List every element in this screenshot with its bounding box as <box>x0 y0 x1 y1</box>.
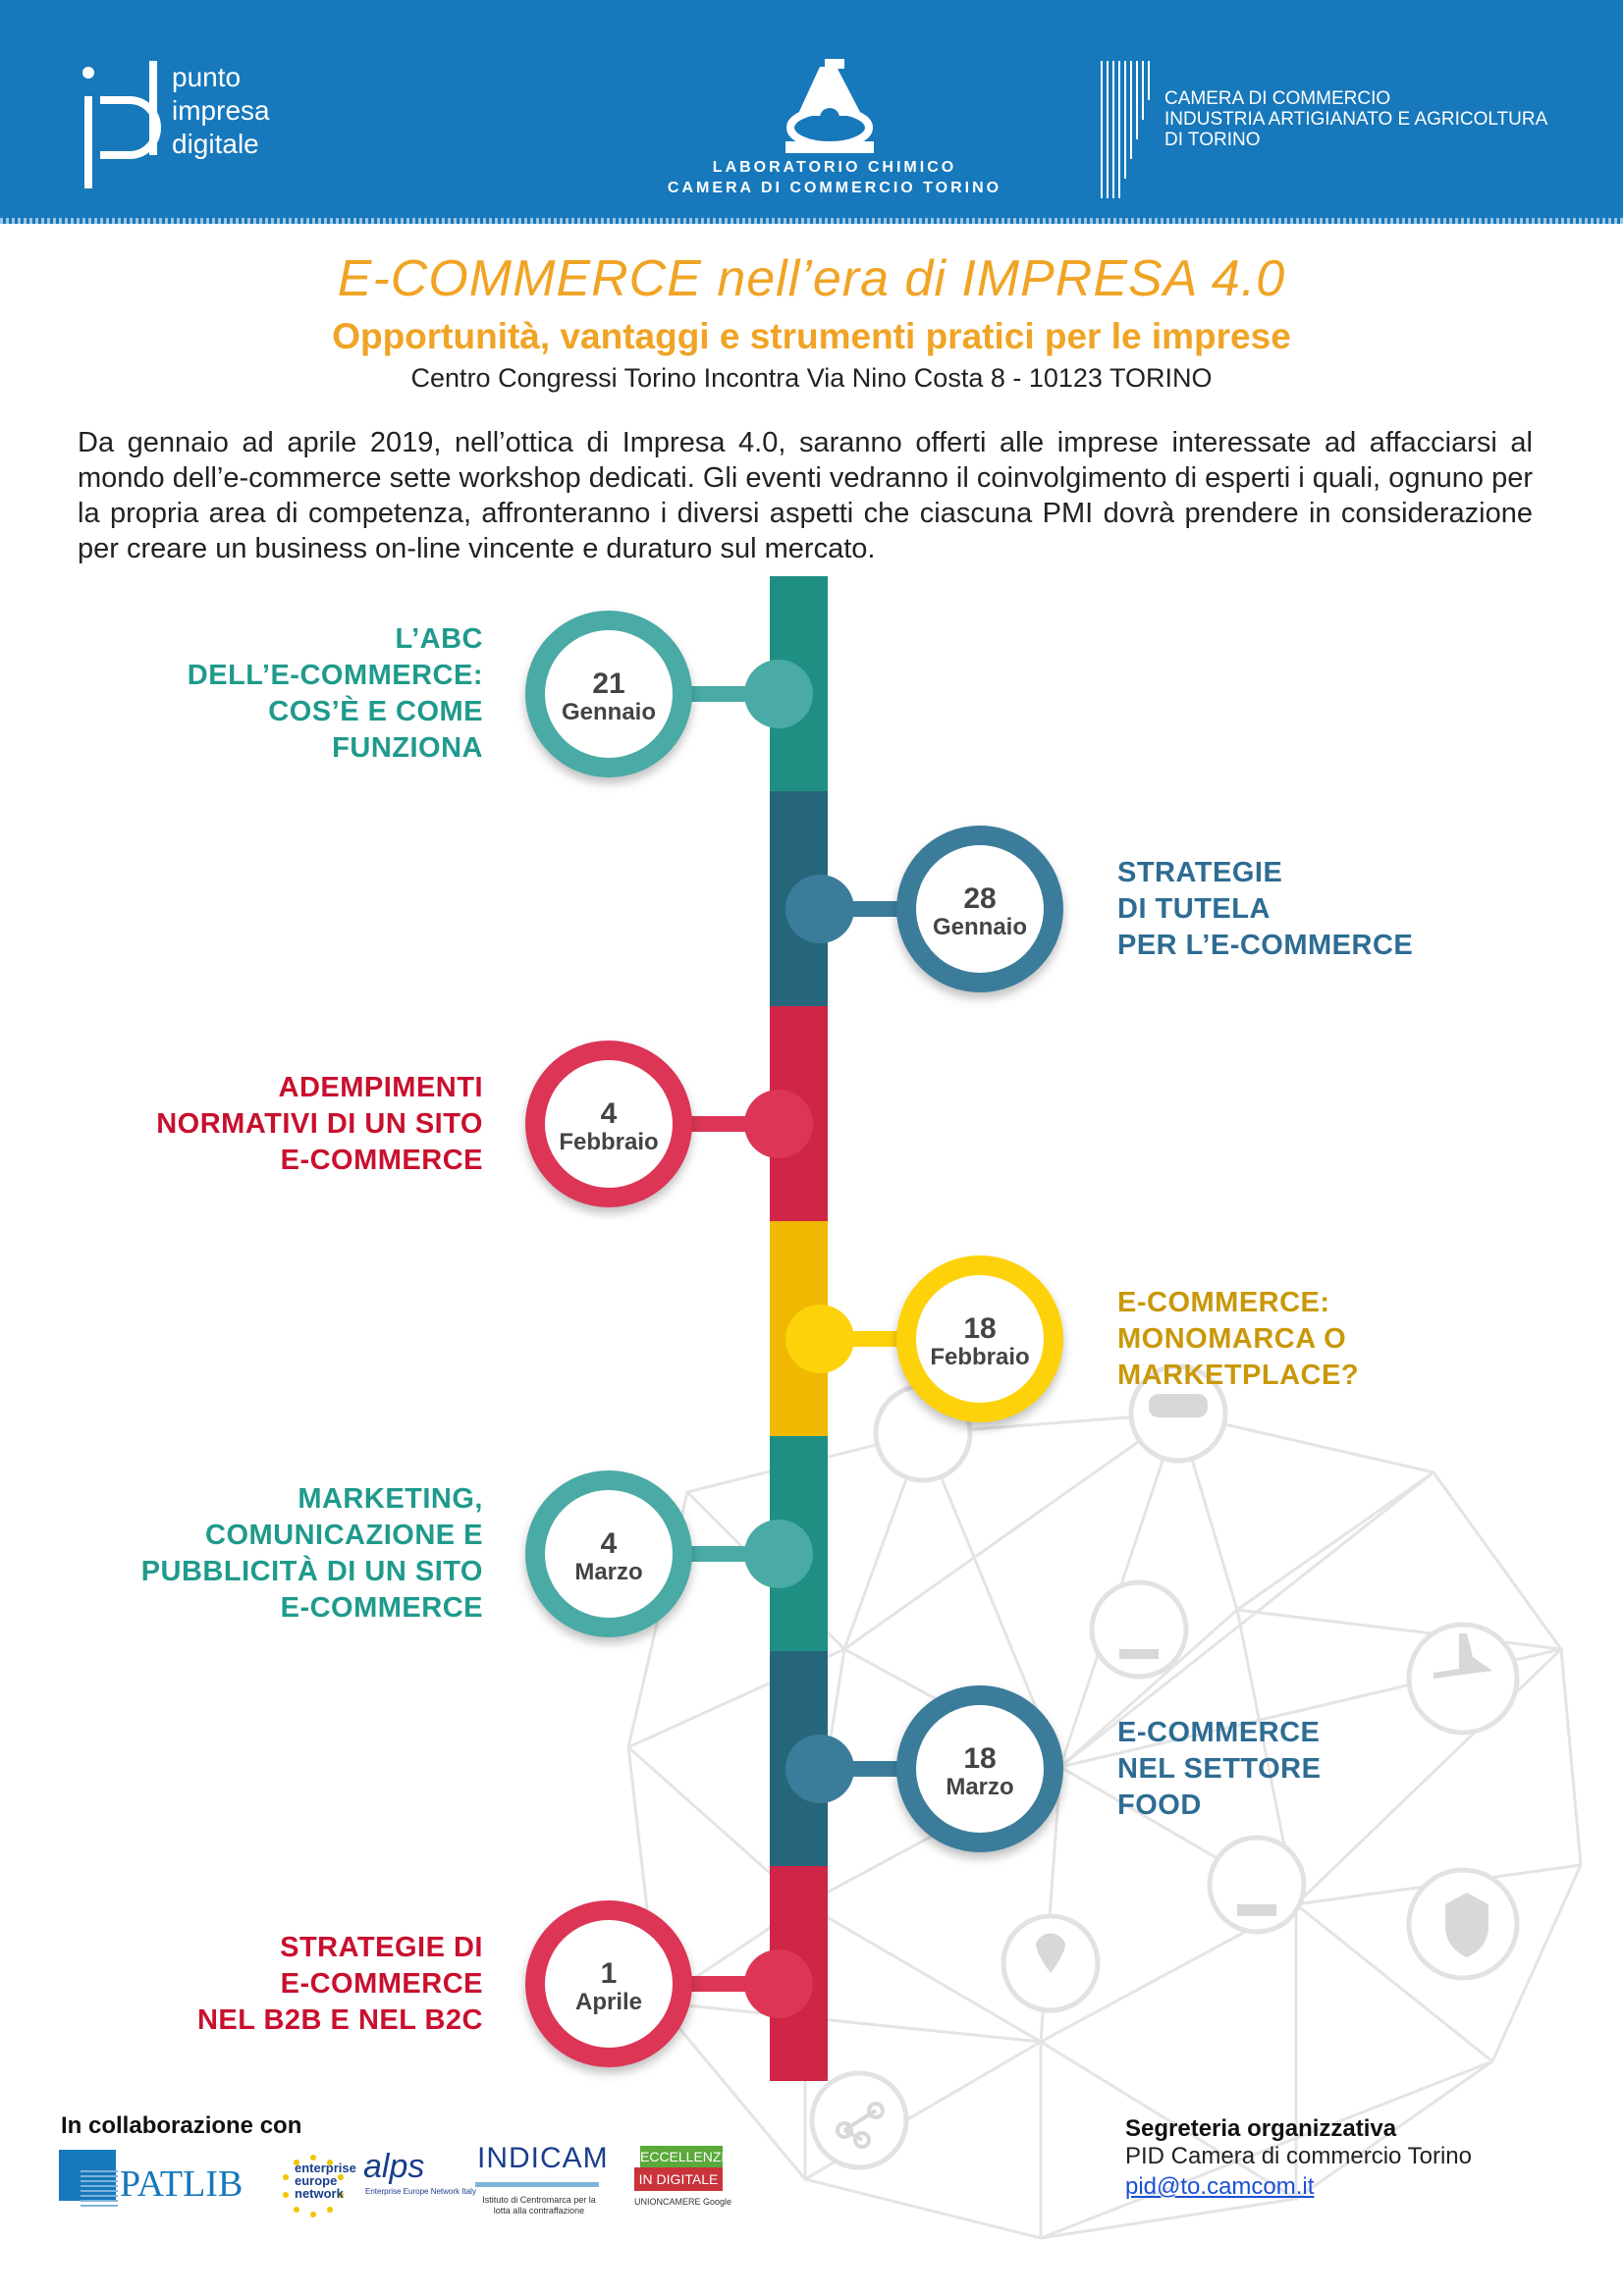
eccellenze-logo-bottom: IN DIGITALE <box>634 2167 723 2191</box>
collaboration-title: In collaborazione con <box>61 2112 302 2139</box>
lab-line: LABORATORIO CHIMICO <box>712 159 957 176</box>
event-title-line: L’ABC <box>395 623 483 655</box>
date-circle <box>896 1255 1063 1422</box>
event-title-line: NEL B2B E NEL B2C <box>196 2003 483 2036</box>
enterprise-europe-network-text <box>295 2162 356 2200</box>
indicam-logo-bar <box>475 2182 599 2187</box>
event-title-line: COS’È E COME <box>268 696 483 727</box>
page-title: E-COMMERCE nell’era di IMPRESA 4.0 <box>337 250 1286 307</box>
pid-logo-text <box>172 61 270 161</box>
event-title-line: E-COMMERCE <box>280 1144 483 1176</box>
patlib-logo-text: PATLIB <box>120 2163 243 2205</box>
date-month: Aprile <box>574 1989 642 2015</box>
camera-commercio-logo-icon <box>1098 61 1157 198</box>
date-circle <box>896 826 1063 992</box>
date-day: 21 <box>592 667 625 700</box>
event-title-line: COMUNICAZIONE E <box>205 1520 483 1551</box>
event-title-line: PUBBLICITÀ DI UN SITO <box>140 1556 483 1587</box>
een-line: network <box>295 2186 344 2201</box>
date-day: 28 <box>963 882 997 915</box>
date-month: Marzo <box>574 1559 643 1585</box>
event-title <box>156 1070 483 1179</box>
intro-paragraph: Da gennaio ad aprile 2019, nell’ottica di Impresa 4.0, saranno offerti alle imprese interessate ad affacciarsi al mondo dell’e-commerce sette workshop dedicati. Gli eventi vedranno il coinvolgimento di esperti i quali, ognuno per la propria area di competenza, affronteranno i diversi aspetti che ciascuna PMI dovrà prendere in considerazione per creare un business on-line vincente e duraturo sul mercato. <box>78 427 1533 564</box>
event-title <box>1117 1285 1359 1394</box>
venue-address: Centro Congressi Torino Incontra Via Nino Costa 8 - 10123 TORINO <box>410 363 1213 393</box>
event-title-line: E-COMMERCE: <box>1117 1286 1330 1318</box>
event-title-line: NORMATIVI DI UN SITO <box>156 1107 483 1140</box>
event-title <box>1117 855 1413 964</box>
timeline-dot <box>785 1735 854 1803</box>
date-circle <box>525 1470 692 1637</box>
date-month: Febbraio <box>930 1344 1030 1370</box>
date-month: Gennaio <box>932 914 1027 940</box>
camera-line: DI TORINO <box>1164 130 1261 150</box>
pid-line: impresa <box>172 95 270 126</box>
event-title-line: FOOD <box>1117 1789 1202 1821</box>
date-month: Gennaio <box>561 699 656 725</box>
een-line: europe <box>295 2173 338 2188</box>
date-day: 18 <box>963 1742 997 1775</box>
secretariat-email-link[interactable]: pid@to.camcom.it <box>1125 2173 1315 2200</box>
lab-line: CAMERA DI COMMERCIO TORINO <box>667 180 1002 196</box>
date-day: 18 <box>963 1312 997 1345</box>
patlib-logo-grid <box>81 2167 118 2207</box>
timeline-dot <box>744 1949 813 2018</box>
event-title-line: STRATEGIE <box>1117 856 1283 888</box>
header-band <box>0 0 1623 218</box>
date-month: Marzo <box>946 1774 1014 1800</box>
event-title-line: E-COMMERCE <box>280 1967 483 2000</box>
page-subtitle: Opportunità, vantaggi e strumenti pratici per le imprese <box>332 316 1291 356</box>
event-title <box>188 621 483 767</box>
date-day: 4 <box>600 1527 618 1560</box>
camera-line: CAMERA DI COMMERCIO <box>1164 88 1391 109</box>
event-title-line: DI TUTELA <box>1117 892 1271 925</box>
pid-logo-icon <box>79 61 167 188</box>
date-circle <box>896 1685 1063 1852</box>
eccellenze-logo-subtitle: UNIONCAMERE Google <box>634 2197 732 2207</box>
event-title-line: FUNZIONA <box>332 732 483 764</box>
event-title-line: MARKETING, <box>298 1483 483 1515</box>
secretariat-title: Segreteria organizzativa <box>1125 2115 1397 2142</box>
camera-line: INDUSTRIA ARTIGIANATO E AGRICOLTURA <box>1164 109 1548 130</box>
event-title-line: STRATEGIE DI <box>280 1931 483 1963</box>
alps-logo-text: alps <box>363 2148 425 2185</box>
timeline-dot <box>785 1305 854 1373</box>
header-divider <box>0 218 1623 224</box>
network-background-graphic <box>550 1355 1623 2258</box>
laboratorio-chimico-logo-icon <box>776 59 884 157</box>
event-title-line: NEL SETTORE <box>1117 1752 1322 1785</box>
indicam-logo-subtitle: Istituto di Centromarca per la lotta alla contraffazione <box>482 2195 596 2216</box>
alps-logo-subtitle: Enterprise Europe Network Italy <box>365 2187 476 2196</box>
event-title-line: ADEMPIMENTI <box>278 1071 483 1103</box>
event-title <box>1117 1715 1321 1824</box>
indicam-logo-text: INDICAM <box>477 2142 609 2174</box>
event-title-line: E-COMMERCE <box>1117 1716 1321 1748</box>
pid-line: punto <box>172 62 242 92</box>
timeline-dot <box>785 875 854 943</box>
date-day: 1 <box>600 1957 618 1990</box>
date-circle <box>525 1900 692 2067</box>
event-title-line: DELL’E-COMMERCE: <box>187 660 483 691</box>
event-title-line: E-COMMERCE <box>280 1592 483 1624</box>
camera-commercio-text <box>1164 88 1547 150</box>
date-circle <box>525 611 692 777</box>
timeline-dot <box>744 1520 813 1588</box>
event-title-line: MONOMARCA O <box>1117 1322 1347 1355</box>
timeline-dot <box>744 1090 813 1158</box>
event-title-line: MARKETPLACE? <box>1117 1359 1360 1391</box>
event-title <box>197 1930 483 2039</box>
event-title-line: PER L’E-COMMERCE <box>1117 929 1414 961</box>
date-month: Febbraio <box>559 1129 659 1155</box>
pid-line: digitale <box>172 129 259 159</box>
laboratorio-chimico-text <box>648 157 1021 198</box>
eccellenze-logo-top: ECCELLENZE <box>640 2146 723 2167</box>
een-line: enterprise <box>295 2161 356 2175</box>
timeline-dot <box>744 660 813 728</box>
event-title <box>141 1481 483 1627</box>
date-day: 4 <box>600 1097 618 1130</box>
secretariat-name: PID Camera di commercio Torino <box>1125 2143 1473 2169</box>
date-circle <box>525 1041 692 1207</box>
